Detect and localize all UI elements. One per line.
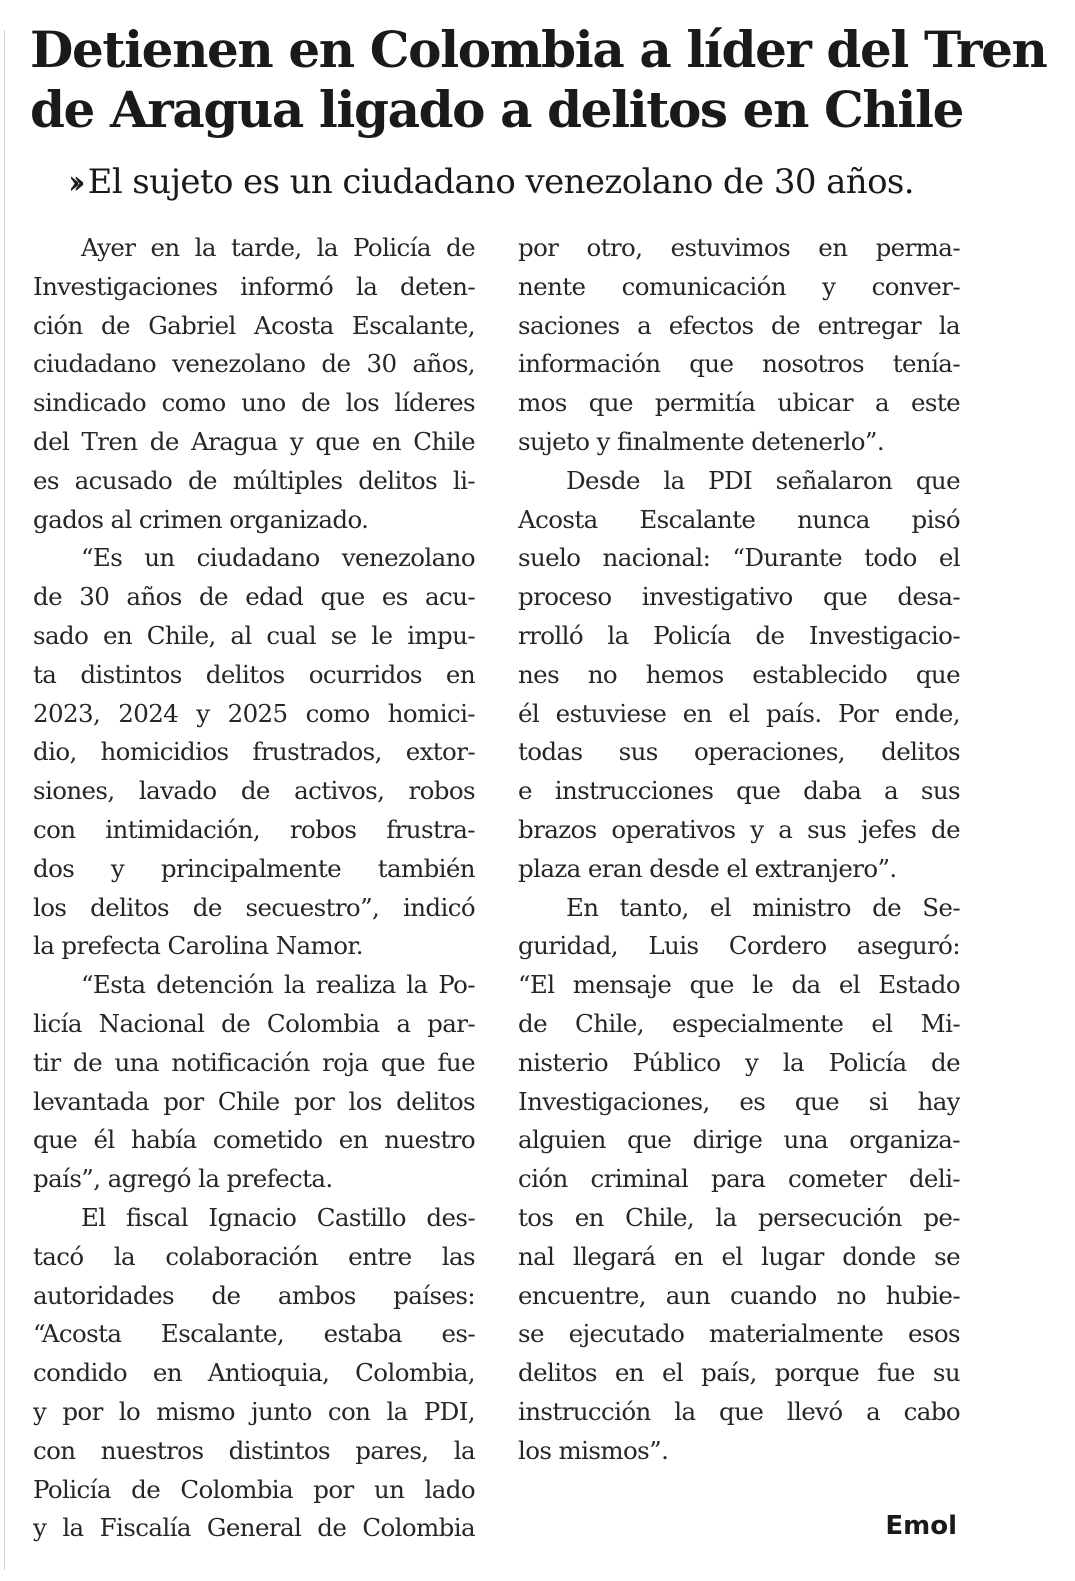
text-line: información que nosotros tenía- [518,349,960,379]
headline [30,20,1047,140]
text-line: Investigaciones informó la deten- [33,271,475,301]
text-line: es acusado de múltiples delitos li- [33,465,475,495]
text-line: con intimidación, robos frustra- [33,814,475,844]
text-line: de Chile, especialmente el Mi- [518,1008,960,1038]
text-line: autoridades de ambos países: [33,1280,475,1310]
text-line: siones, lavado de activos, robos [33,776,475,806]
text-line: saciones a efectos de entregar la [518,310,960,340]
headline-line: Detienen en Colombia a líder del Tren [30,20,1047,79]
text-line: sindicado como uno de los líderes [33,388,475,418]
text-line: y la Fiscalía General de Colombia [33,1513,475,1543]
text-line: ción criminal para cometer deli- [518,1164,960,1194]
text-line: El fiscal Ignacio Castillo des- [81,1202,475,1232]
text-line: e instrucciones que daba a sus [518,776,960,806]
article-column-right [518,229,960,1471]
text-line: dos y principalmente también [33,853,475,883]
text-line: nal llegará en el lugar donde se [518,1241,960,1271]
text-line: de 30 años de edad que es acu- [33,582,475,612]
deck-text: El sujeto es un ciudadano venezolano de 30 años. [87,162,914,202]
text-line: los delitos de secuestro”, indicó [33,892,475,922]
text-line: suelo nacional: “Durante todo el [518,543,960,573]
text-line: ción de Gabriel Acosta Escalante, [33,310,475,340]
margin-rule [4,30,5,1570]
text-line: nes no hemos establecido que [518,659,960,689]
text-line: 2023, 2024 y 2025 como homici- [33,698,475,728]
text-line: por otro, estuvimos en perma- [518,233,960,262]
text-line: levantada por Chile por los delitos [33,1086,475,1116]
text-line: sujeto y finalmente detenerlo”. [518,426,885,456]
text-line: “Esta detención la realiza la Po- [81,970,475,1000]
text-line: “Es un ciudadano venezolano [81,543,475,573]
text-line: del Tren de Aragua y que en Chile [33,426,475,456]
text-line: encuentre, aun cuando no hubie- [518,1280,960,1310]
text-line: ta distintos delitos ocurridos en [33,659,475,689]
text-line: los mismos”. [518,1435,669,1465]
text-line: tos en Chile, la persecución pe- [518,1202,960,1232]
text-line: y por lo mismo junto con la PDI, [33,1396,475,1426]
double-chevron-right-icon: ›› [68,163,78,201]
text-line: guridad, Luis Cordero aseguró: [518,931,960,961]
text-line: ciudadano venezolano de 30 años, [33,349,475,379]
text-line: instrucción la que llevó a cabo [518,1396,960,1426]
text-line: nente comunicación y conver- [518,271,960,301]
text-line: con nuestros distintos pares, la [33,1435,475,1465]
text-line: proceso investigativo que desa- [518,582,960,612]
text-line: se ejecutado materialmente esos [518,1319,960,1349]
text-line: alguien que dirige una organiza- [518,1125,960,1155]
text-line: licía Nacional de Colombia a par- [33,1008,475,1038]
deck [68,160,968,204]
text-line: “El mensaje que le da el Estado [518,970,960,1000]
text-line: nisterio Público y la Policía de [518,1047,960,1077]
source-signature: Emol [885,1511,957,1541]
text-line: todas sus operaciones, delitos [518,737,960,767]
text-line: Acosta Escalante nunca pisó [518,504,960,534]
text-line: tacó la colaboración entre las [33,1241,475,1271]
text-line: condido en Antioquia, Colombia, [33,1358,475,1388]
text-line: brazos operativos y a sus jefes de [518,814,960,844]
text-line: Desde la PDI señalaron que [566,465,960,495]
text-line: dio, homicidios frustrados, extor- [33,737,475,767]
text-line: tir de una notificación roja que fue [33,1047,475,1077]
text-line: plaza eran desde el extranjero”. [518,853,897,883]
text-line: Investigaciones, es que si hay [518,1086,960,1116]
text-line: En tanto, el ministro de Se- [566,892,960,922]
article-column-left [33,229,475,1548]
text-line: que él había cometido en nuestro [33,1125,475,1155]
text-line: la prefecta Carolina Namor. [33,931,363,961]
text-line: gados al crimen organizado. [33,504,369,534]
text-line: él estuviese en el país. Por ende, [518,698,960,728]
text-line: “Acosta Escalante, estaba es- [33,1319,475,1349]
text-line: país”, agregó la prefecta. [33,1164,333,1194]
headline-line: de Aragua ligado a delitos en Chile [30,80,963,139]
text-line: delitos en el país, porque fue su [518,1358,960,1388]
text-line: Policía de Colombia por un lado [33,1474,475,1504]
text-line: Ayer en la tarde, la Policía de [81,233,475,262]
text-line: mos que permitía ubicar a este [518,388,960,418]
text-line: rrolló la Policía de Investigacio- [518,620,960,650]
text-line: sado en Chile, al cual se le impu- [33,620,475,650]
